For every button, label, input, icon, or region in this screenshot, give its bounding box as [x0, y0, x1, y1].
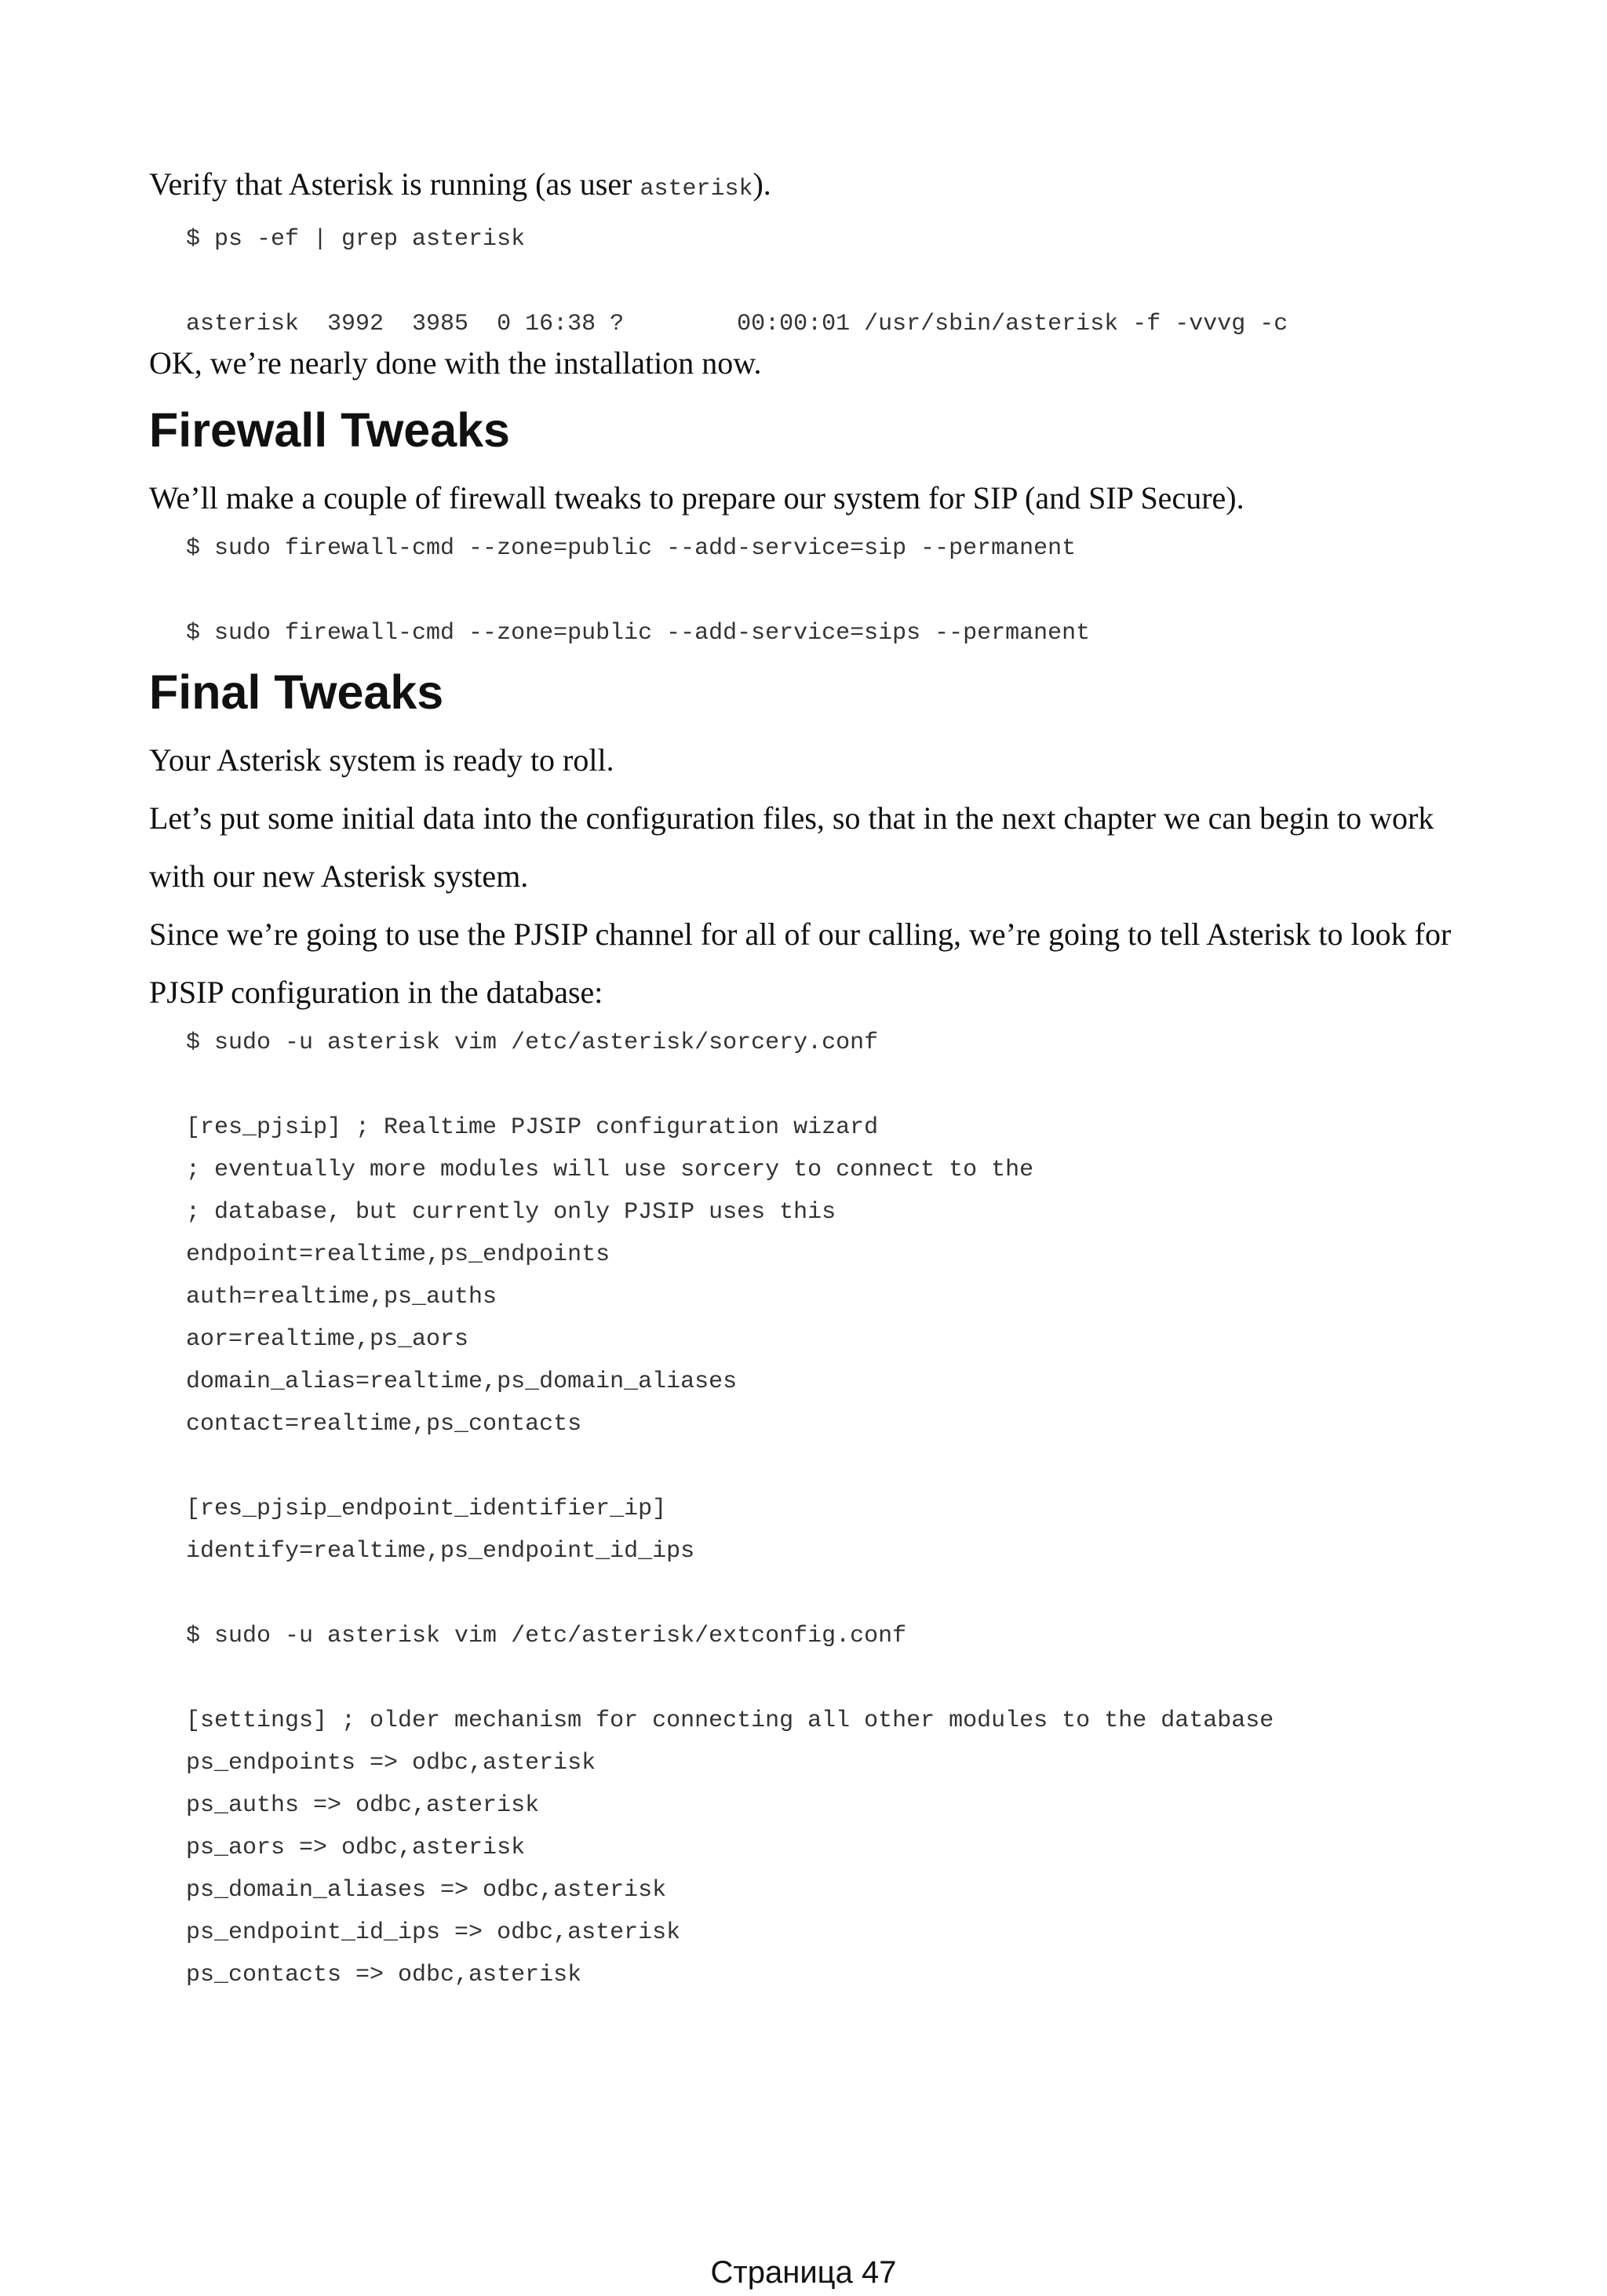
nearly-done-paragraph: OK, we’re nearly done with the installation now.	[149, 345, 762, 381]
final-paragraph-1: Your Asterisk system is ready to roll.	[149, 742, 614, 778]
code-line	[186, 1445, 1467, 1488]
firewall-code-block	[149, 527, 1467, 654]
code-line	[186, 1657, 1467, 1700]
code-line: aor=realtime,ps_aors	[186, 1326, 469, 1353]
config-code-block	[149, 1022, 1467, 1996]
code-line: $ ps -ef | grep asterisk	[186, 226, 526, 253]
code-line: $ sudo -u asterisk vim /etc/asterisk/sorcery.conf	[186, 1030, 879, 1056]
code-line: $ sudo -u asterisk vim /etc/asterisk/extconfig.conf	[186, 1623, 907, 1649]
code-line: ; database, but currently only PJSIP uses this	[186, 1199, 836, 1226]
ps-code-block	[149, 218, 1467, 345]
code-line	[186, 1064, 1467, 1106]
code-line: ps_endpoints => odbc,asterisk	[186, 1750, 596, 1777]
code-line: ps_contacts => odbc,asterisk	[186, 1962, 582, 1988]
code-line: ps_endpoint_id_ips => odbc,asterisk	[186, 1919, 681, 1946]
final-paragraph-3: Since we’re going to use the PJSIP channel for all of our calling, we’re going to tell Asterisk to look for PJSIP configuration in the database:	[149, 917, 1452, 1010]
code-line: identify=realtime,ps_endpoint_id_ips	[186, 1538, 695, 1565]
code-line: [settings] ; older mechanism for connecting all other modules to the database	[186, 1707, 1274, 1734]
code-line: ; eventually more modules will use sorcery to connect to the	[186, 1157, 1034, 1183]
code-line: $ sudo firewall-cmd --zone=public --add-service=sip --permanent	[186, 535, 1077, 562]
code-line: domain_alias=realtime,ps_domain_aliases	[186, 1368, 738, 1395]
code-line: ps_aors => odbc,asterisk	[186, 1835, 526, 1861]
final-heading: Final Tweaks	[149, 665, 444, 719]
verify-prefix: Verify that Asterisk is running (as user	[149, 166, 640, 202]
verify-paragraph	[149, 155, 1467, 218]
code-line: auth=realtime,ps_auths	[186, 1284, 497, 1310]
code-line: ps_domain_aliases => odbc,asterisk	[186, 1877, 667, 1904]
final-paragraph-2: Let’s put some initial data into the configuration files, so that in the next chapter we can begin to work with our new Asterisk system.	[149, 800, 1434, 894]
verify-user-code: asterisk	[640, 176, 753, 202]
code-line: [res_pjsip] ; Realtime PJSIP configuration wizard	[186, 1114, 879, 1141]
code-line: contact=realtime,ps_contacts	[186, 1411, 582, 1438]
document-page	[149, 155, 1467, 1996]
code-line: $ sudo firewall-cmd --zone=public --add-service=sips --permanent	[186, 620, 1091, 647]
code-line: asterisk 3992 3985 0 16:38 ? 00:00:01 /usr/sbin/asterisk -f -vvvg -c	[186, 311, 1288, 337]
code-line: ps_auths => odbc,asterisk	[186, 1792, 540, 1819]
verify-suffix: ).	[752, 166, 771, 202]
firewall-heading: Firewall Tweaks	[149, 403, 510, 457]
code-line	[186, 570, 1467, 612]
page-number: Страница 47	[710, 2255, 897, 2290]
code-line: [res_pjsip_endpoint_identifier_ip]	[186, 1496, 667, 1522]
code-line: endpoint=realtime,ps_endpoints	[186, 1241, 610, 1268]
firewall-paragraph: We’ll make a couple of firewall tweaks to prepare our system for SIP (and SIP Secure).	[149, 480, 1244, 516]
code-line	[186, 1573, 1467, 1615]
code-line	[186, 261, 1467, 303]
